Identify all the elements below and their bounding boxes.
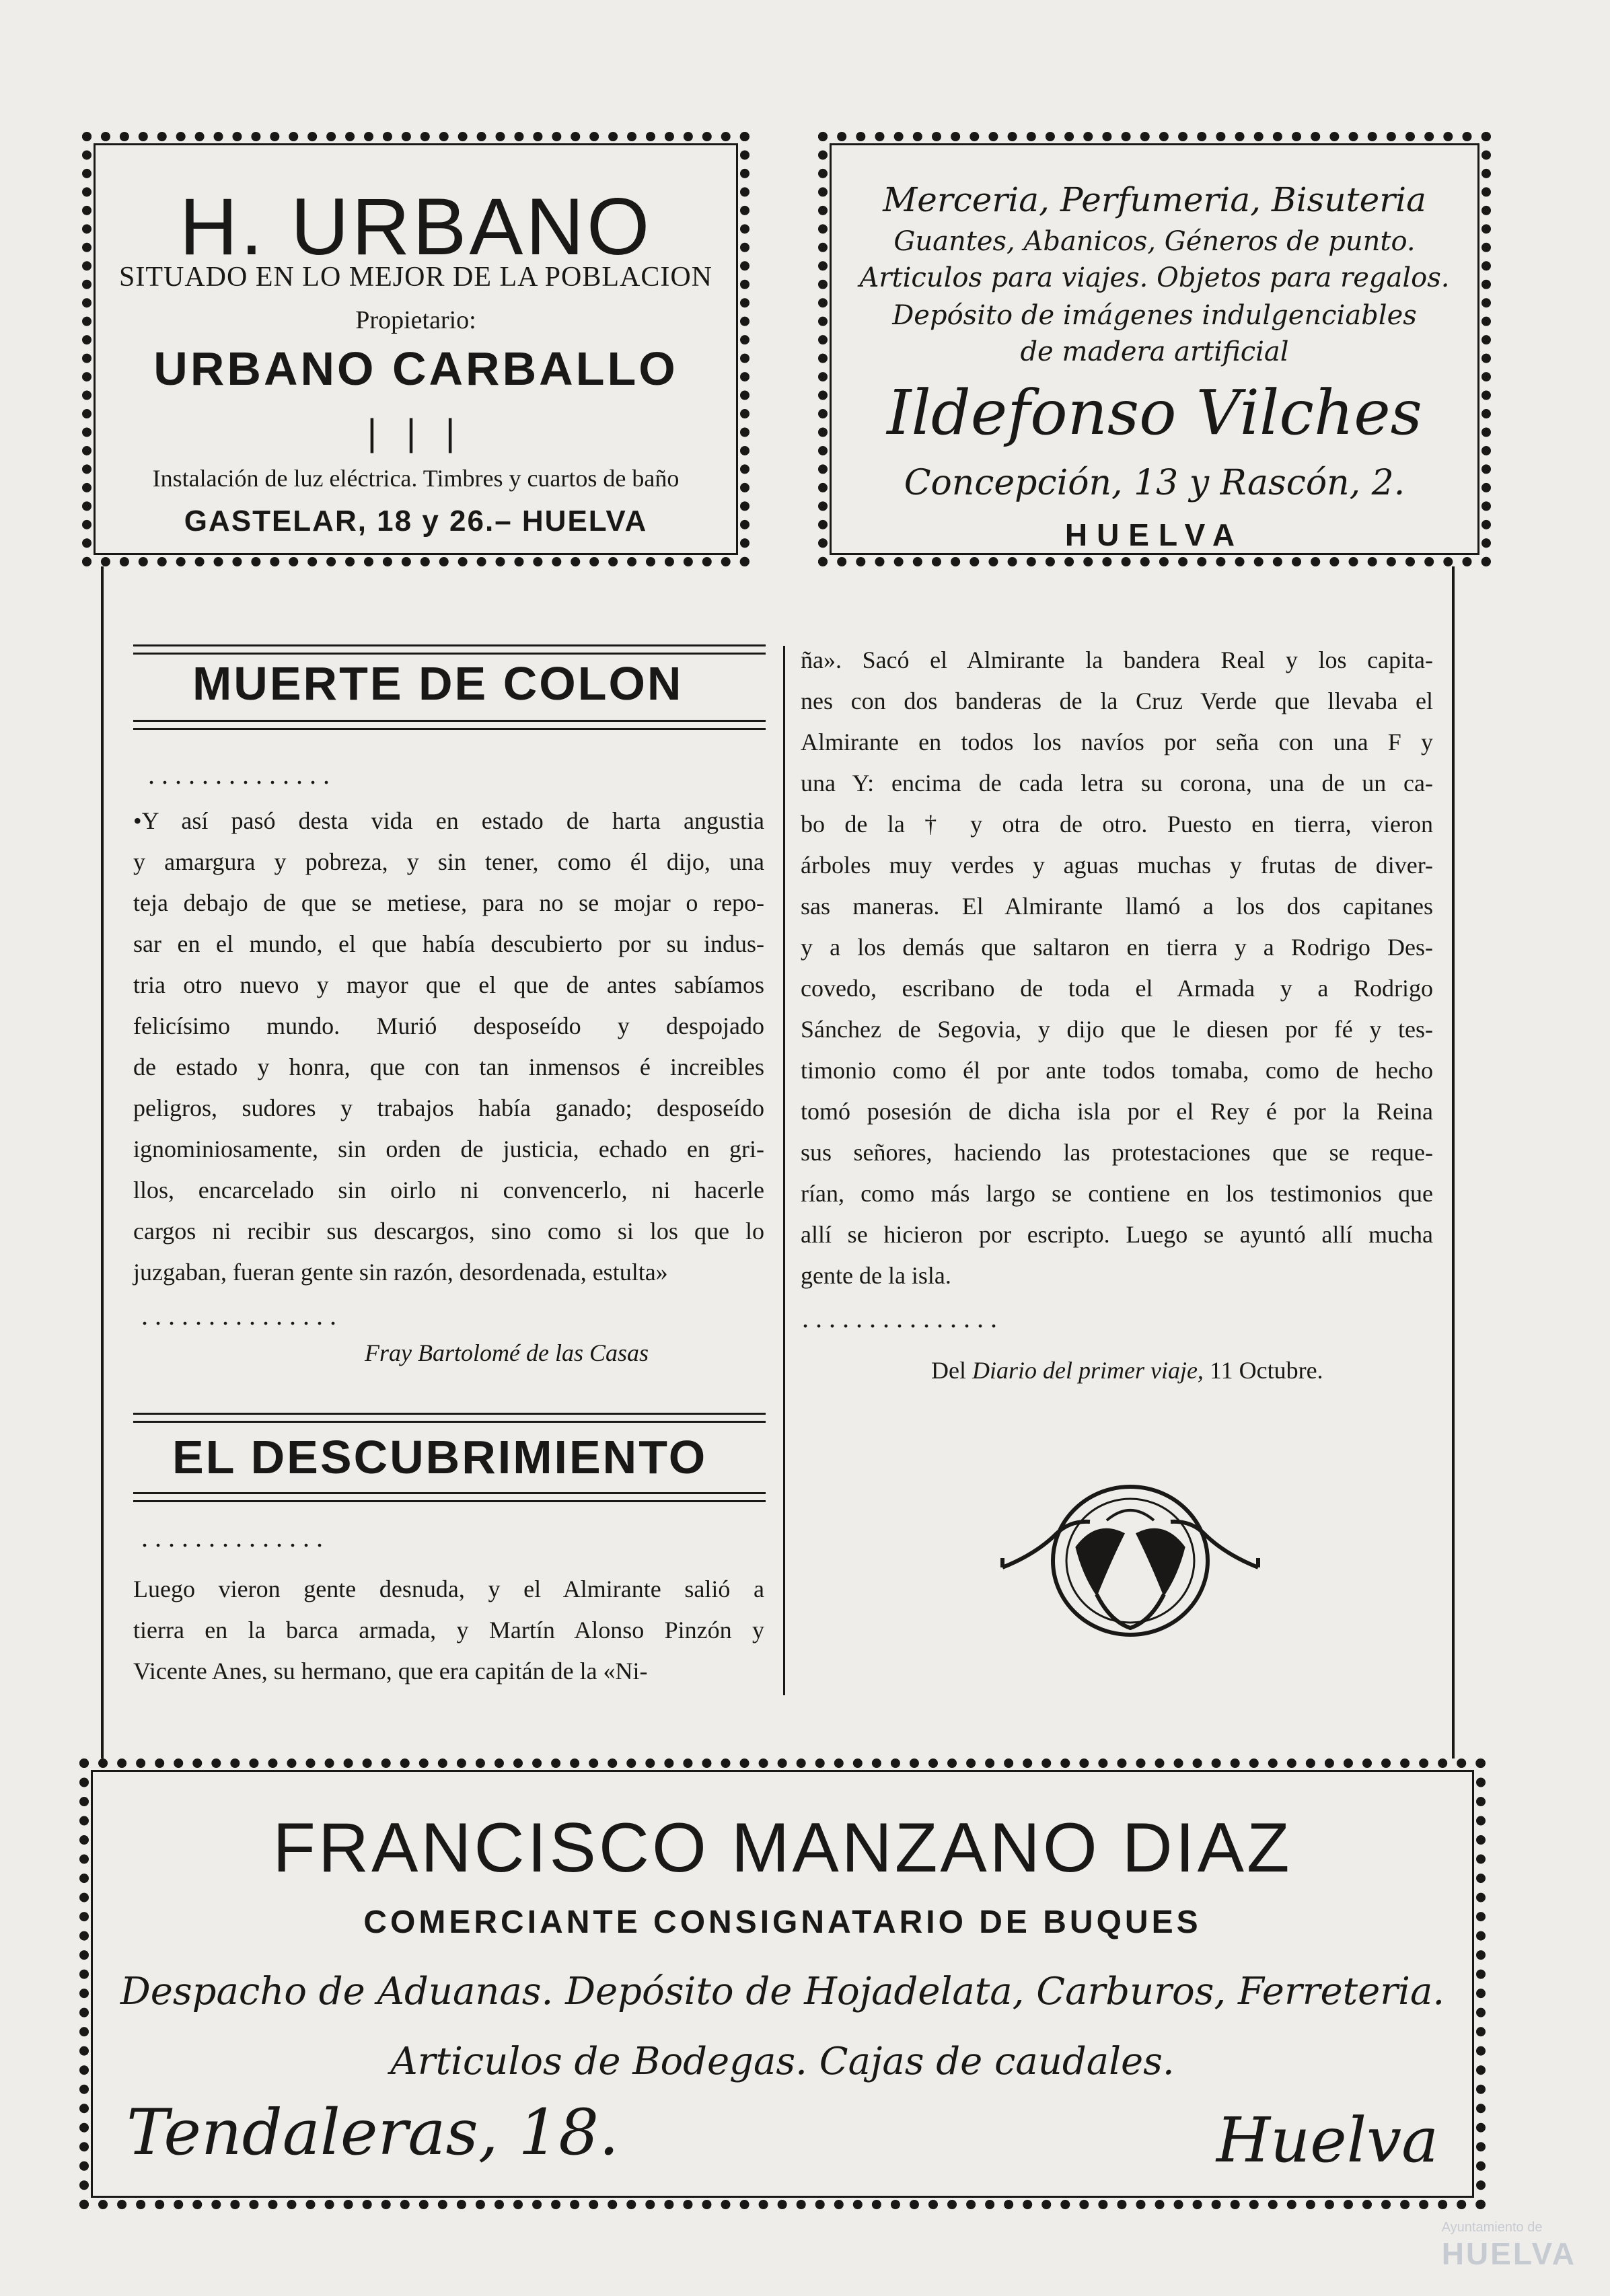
text-line: árboles muy verdes y aguas muchas y frutas de diver- [801, 852, 1433, 879]
ad-vilches-line3: Articulos para viajes. Objetos para regalos. [859, 262, 1450, 293]
watermark-city: HUELVA [1441, 2236, 1576, 2271]
ad-urbano-subtitle: SITUADO EN LO MEJOR DE LA POBLACION [119, 262, 712, 293]
ad-vilches-line1: Merceria, Perfumeria, Bisuteria [883, 180, 1426, 219]
text-line: Luego vieron gente desnuda, y el Almirante salió a [133, 1576, 764, 1602]
ad-vilches-line4: Depósito de imágenes indulgenciables [892, 300, 1417, 331]
ad-manzano-address: Tendaleras, 18. [126, 2096, 619, 2170]
ad-vilches [818, 132, 1491, 566]
article1-body [133, 801, 764, 1293]
text-line: peligros, sudores y trabajos había ganado; desposeído [133, 1095, 764, 1121]
ad-urbano-services: Instalación de luz eléctrica. Timbres y cuartos de baño [152, 465, 680, 492]
rule-bottom-a1 [133, 720, 766, 722]
ad-vilches-line5: de madera artificial [1020, 336, 1289, 367]
ad-urbano [82, 132, 749, 566]
text-line: y amargura y pobreza, y sin tener, como él dijo, una [133, 848, 764, 875]
rule-top-a1 [133, 644, 766, 646]
text-line: teja debajo de que se metiese, para no se mojar o repo- [133, 889, 764, 916]
article2-dots: . . . . . . . . . . . . . . [141, 1522, 323, 1553]
text-line: llos, encarcelado sin oirlo ni convencerlo, ni hacerle [133, 1177, 764, 1203]
text-line: ña». Sacó el Almirante la bandera Real y los capita- [801, 646, 1433, 673]
rule-bottom-a2 [133, 1492, 766, 1494]
text-line: bo de la † y otra de otro. Puesto en tierra, vieron [801, 811, 1433, 838]
text-line: cargos ni recibir sus descargos, sino como si los que lo [133, 1218, 764, 1245]
art-nouveau-ornament [996, 1480, 1265, 1668]
text-line: ignominiosamente, sin orden de justicia, echado en gri- [133, 1136, 764, 1162]
text-line: sas maneras. El Almirante llamó a los dos capitanes [801, 893, 1433, 920]
text-line: tomó posesión de dicha isla por el Rey é por la Reina [801, 1098, 1433, 1125]
ad-manzano-title: FRANCISCO MANZANO DIAZ [272, 1809, 1292, 1887]
ad-urbano-owner: URBANO CARBALLO [153, 342, 678, 395]
rule-bottom-a1b [133, 728, 766, 730]
ad-urbano-address: GASTELAR, 18 y 26.– HUELVA [184, 505, 648, 538]
text-line: •Y así pasó desta vida en estado de harta angustia [133, 807, 764, 834]
rule-top-a2 [133, 1413, 766, 1415]
text-line: juzgaban, fueran gente sin razón, desordenada, estulta» [133, 1259, 668, 1286]
text-line: rían, como más largo se contiene en los testimonios que [801, 1180, 1433, 1207]
article1-credit: Fray Bartolomé de las Casas [365, 1339, 649, 1366]
text-line: felicísimo mundo. Murió desposeído y despojado [133, 1012, 764, 1039]
text-line: y a los demás que saltaron en tierra y a Rodrigo Des- [801, 934, 1433, 961]
heading-el-descubrimiento: EL DESCUBRIMIENTO [172, 1431, 708, 1483]
ad-vilches-city: HUELVA [1064, 517, 1245, 552]
article1-dots: . . . . . . . . . . . . . . [148, 760, 330, 790]
frame-right-line [1452, 566, 1455, 1758]
article2-credit-suffix: 11 Octubre. [1209, 1357, 1323, 1384]
ad-vilches-line2: Guantes, Abanicos, Géneros de punto. [893, 226, 1416, 257]
frame-left-line [101, 566, 104, 1758]
text-line: covedo, escribano de toda el Armada y a Rodrigo [801, 975, 1433, 1002]
text-line: sus señores, haciendo las protestaciones que se reque- [801, 1139, 1433, 1166]
text-line: Sánchez de Segovia, y dijo que le diesen por fé y tes- [801, 1016, 1433, 1043]
ad-urbano-title: H. URBANO [179, 182, 653, 272]
ad-manzano-city: Huelva [1216, 2104, 1438, 2176]
rule-top-a1b [133, 653, 766, 655]
article1-end-dots: . . . . . . . . . . . . . . . [141, 1300, 336, 1331]
ad-manzano-subtitle: COMERCIANTE CONSIGNATARIO DE BUQUES [363, 1904, 1202, 1940]
article2-end-dots: . . . . . . . . . . . . . . . [802, 1303, 997, 1333]
ad-manzano-line1: Despacho de Aduanas. Depósito de Hojadelata, Carburos, Ferreteria. [120, 1970, 1445, 2013]
text-line: de estado y honra, que con tan inmensos é increibles [133, 1053, 764, 1080]
article2-body-right [801, 640, 1433, 1296]
column-divider [783, 646, 785, 1695]
ad-vilches-address: Concepción, 13 y Rascón, 2. [904, 463, 1405, 503]
watermark-small: Ayuntamiento de [1441, 2220, 1543, 2235]
ad-vilches-name: Ildefonso Vilches [887, 377, 1422, 449]
text-line: timonio como él por ante todos tomaba, como de hecho [801, 1057, 1433, 1084]
ad-manzano [79, 1758, 1486, 2209]
text-line: una Y: encima de cada letra su corona, una de un ca- [801, 770, 1433, 797]
text-line: Almirante en todos los navíos por seña con una F y [801, 729, 1433, 755]
heading-muerte-de-colon: MUERTE DE COLON [192, 657, 684, 710]
text-line: tierra en la barca armada, y Martín Alonso Pinzón y [133, 1617, 764, 1643]
article2-credit [931, 1356, 1323, 1384]
text-line: gente de la isla. [801, 1262, 951, 1289]
article2-body-left [133, 1569, 764, 1692]
text-line: nes con dos banderas de la Cruz Verde que llevaba el [801, 688, 1433, 714]
rule-bottom-a2b [133, 1500, 766, 1502]
watermark [1442, 2220, 1576, 2272]
text-line: Vicente Anes, su hermano, que era capitán de la «Ni- [133, 1658, 648, 1684]
text-line: tria otro nuevo y mayor que el que de antes sabíamos [133, 971, 764, 998]
ad-manzano-line2: Articulos de Bodegas. Cajas de caudales. [390, 2040, 1175, 2083]
text-line: allí se hicieron por escripto. Luego se ayuntó allí mucha [801, 1221, 1433, 1248]
ad-urbano-ornament: | | | [367, 411, 465, 453]
article2-credit-prefix: Del [931, 1357, 966, 1384]
article2-credit-italic: Diario del primer viaje, [972, 1357, 1204, 1384]
text-line: sar en el mundo, el que había descubierto por su indus- [133, 930, 764, 957]
ad-urbano-owner-label: Propietario: [355, 306, 476, 334]
rule-top-a2b [133, 1421, 766, 1423]
